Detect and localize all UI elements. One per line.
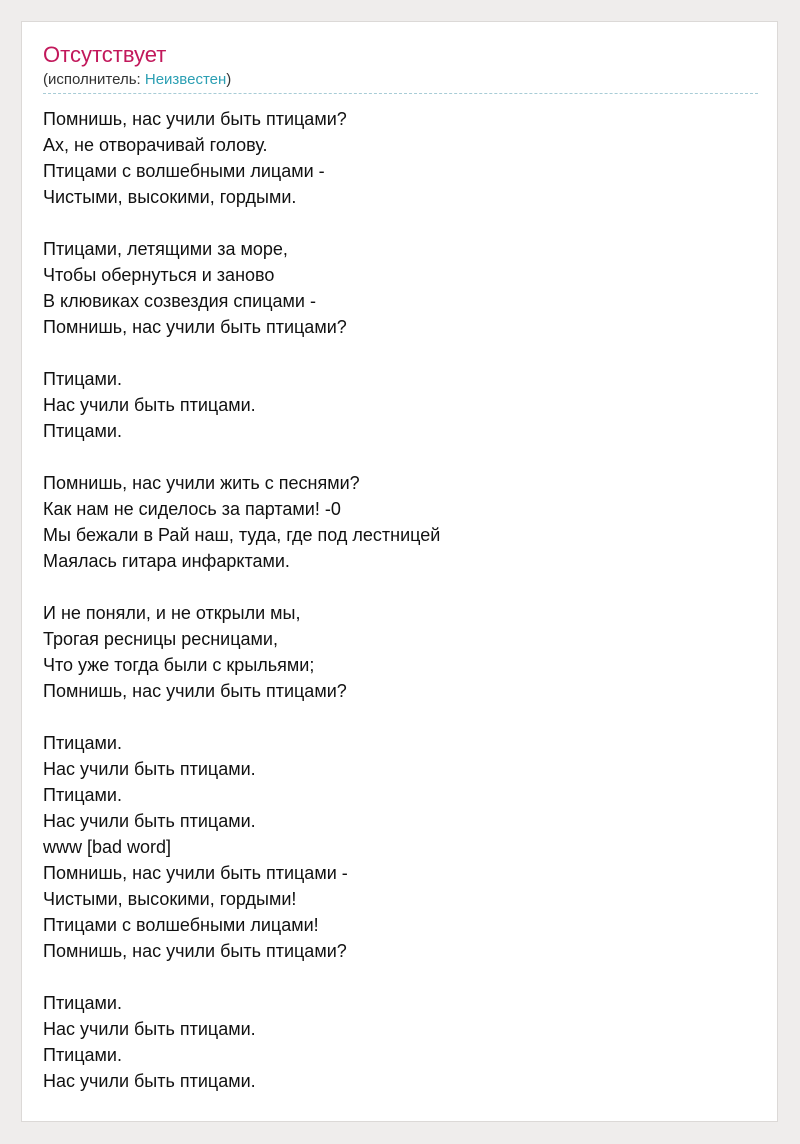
lyrics-line: Нас учили быть птицами. (43, 1019, 256, 1039)
lyrics-line: И не поняли, и не открыли мы, (43, 603, 301, 623)
lyrics-line: Маялась гитара инфарктами. (43, 551, 290, 571)
artist-line (43, 71, 758, 89)
lyrics-line: Трогая ресницы ресницами, (43, 629, 278, 649)
lyrics-line: Птицами. (43, 421, 122, 441)
lyrics-stanza (43, 600, 758, 704)
lyrics-line: Птицами. (43, 733, 122, 753)
lyrics-line: Птицами с волшебными лицами! (43, 915, 319, 935)
lyrics-line: Птицами с волшебными лицами - (43, 161, 325, 181)
lyrics-stanza (43, 470, 758, 574)
lyrics-line: В клювиках созвездия спицами - (43, 291, 316, 311)
lyrics-line: Ах, не отворачивай голову. (43, 135, 268, 155)
lyrics-line: Помнишь, нас учили быть птицами? (43, 109, 347, 129)
lyrics-card (21, 21, 778, 1122)
lyrics-line: Нас учили быть птицами. (43, 759, 256, 779)
lyrics-line: Нас учили быть птицами. (43, 1071, 256, 1091)
lyrics-line: Птицами. (43, 369, 122, 389)
artist-prefix: (исполнитель: (43, 71, 145, 88)
lyrics-stanza (43, 236, 758, 340)
lyrics-line: Чистыми, высокими, гордыми. (43, 187, 297, 207)
artist-suffix: ) (226, 71, 232, 88)
lyrics-line: Помнишь, нас учили быть птицами? (43, 941, 347, 961)
lyrics-line: Нас учили быть птицами. (43, 811, 256, 831)
lyrics-line: www [bad word] (43, 837, 172, 857)
lyrics-stanza (43, 730, 758, 964)
lyrics-line: Что уже тогда были с крыльями; (43, 655, 315, 675)
song-header (43, 42, 758, 89)
lyrics-line: Чтобы обернуться и заново (43, 265, 275, 285)
song-title: Отсутствует (43, 42, 167, 67)
lyrics-line: Нас учили быть птицами. (43, 395, 256, 415)
lyrics-stanza (43, 990, 758, 1094)
lyrics-line: Чистыми, высокими, гордыми! (43, 889, 297, 909)
lyrics-line: Птицами. (43, 993, 122, 1013)
lyrics-line: Помнишь, нас учили быть птицами - (43, 863, 348, 883)
lyrics-line: Птицами. (43, 1045, 122, 1065)
lyrics-stanza (43, 106, 758, 210)
lyrics-line: Помнишь, нас учили быть птицами? (43, 681, 347, 701)
lyrics-line: Как нам не сиделось за партами! -0 (43, 499, 341, 519)
lyrics-line: Мы бежали в Рай наш, туда, где под лестницей (43, 525, 441, 545)
header-divider (43, 93, 758, 94)
artist-link[interactable]: Неизвестен (144, 71, 227, 88)
lyrics-line: Птицами, летящими за море, (43, 239, 288, 259)
lyrics-line: Помнишь, нас учили жить с песнями? (43, 473, 360, 493)
lyrics-line: Птицами. (43, 785, 122, 805)
lyrics-line: Помнишь, нас учили быть птицами? (43, 317, 347, 337)
lyrics-stanza (43, 366, 758, 444)
lyrics-body (43, 106, 758, 1120)
